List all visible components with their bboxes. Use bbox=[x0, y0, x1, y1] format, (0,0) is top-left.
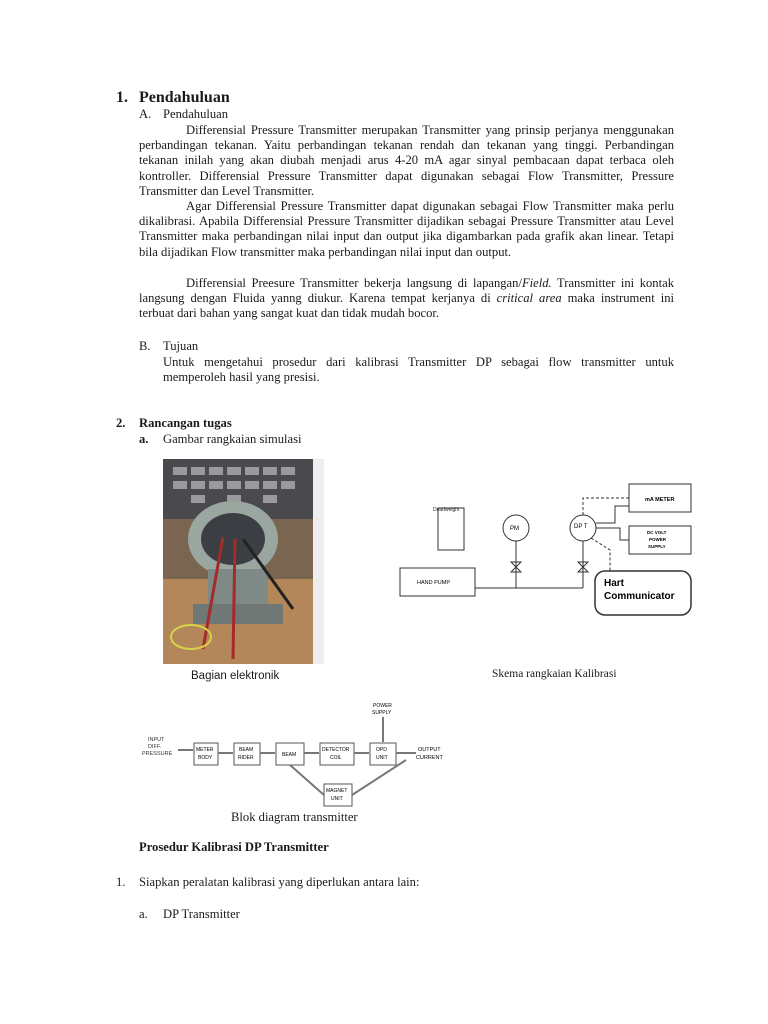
step-1-number: 1. bbox=[116, 875, 126, 889]
input-label-1: INPUT bbox=[148, 737, 165, 743]
beam-rider-label-2: RIDER bbox=[238, 755, 254, 761]
block-diagram bbox=[138, 698, 458, 808]
photo-caption: Bagian elektronik bbox=[191, 670, 280, 682]
section-2-sub-a-label: a. bbox=[139, 432, 149, 446]
subsection-a-title: Pendahuluan bbox=[163, 107, 229, 121]
power-supply-label-1: POWER bbox=[373, 703, 392, 709]
calibration-schema bbox=[395, 478, 705, 618]
para3-text-b: Transmitter ini kontak langsung dengan Fluida yanng diukur. Karena tempat kerjanya di bbox=[139, 276, 674, 306]
block-diagram-caption: Blok diagram transmitter bbox=[231, 810, 358, 824]
detector-label-1: DETECTOR bbox=[322, 747, 350, 753]
section-2-title: Rancangan tugas bbox=[139, 416, 232, 430]
beam-label: BEAM bbox=[282, 752, 297, 758]
magnet-label-1: MAGNET bbox=[326, 788, 348, 794]
tujuan-paragraph: Untuk mengetahui prosedur dari kalibrasi Transmitter DP sebagai flow transmitter untuk memperoleh hasil yang presisi. bbox=[163, 355, 674, 385]
intro-paragraph-1: Differensial Pressure Transmitter merupakan Transmitter yang prinsip perjanya menggunakan perbandingan tekanan. Yaitu perbandingan tekanan rendah dan tekanan yang tinggi. Perbandingan tekanan inilah yang akan diubah menjadi arus 4-20 mA agar sinyal pembacaan dapat terbaca oleh kontroller. Differensial Pressure Transmitter dapat digunakan sebagai Flow Transmitter, Pressure Transmitter dan Level Transmitter. bbox=[139, 123, 674, 198]
detector-label-2: COIL bbox=[330, 755, 342, 761]
item-a-text: DP Transmitter bbox=[163, 907, 240, 921]
ma-meter-label: mA METER bbox=[645, 497, 675, 503]
section-1-number: 1. bbox=[116, 89, 128, 106]
dc-label-2: POWER bbox=[649, 537, 667, 542]
dc-label-1: DC VOLT bbox=[647, 530, 667, 535]
dpt-label: DP T bbox=[574, 524, 588, 530]
opd-unit-label-1: OPD bbox=[376, 747, 387, 753]
para3-text-a: Differensial Preesure Transmitter bekerja langsung di lapangan/ bbox=[186, 276, 522, 290]
section-1-title: Pendahuluan bbox=[139, 89, 230, 106]
subsection-a-label: A. bbox=[139, 107, 152, 121]
power-supply-label-2: SUPPLY bbox=[372, 710, 392, 716]
transmitter-photo bbox=[163, 459, 324, 664]
opd-unit-label-2: UNIT bbox=[376, 755, 388, 761]
input-label-3: PRESSURE bbox=[142, 751, 173, 757]
para3-field: Field. bbox=[521, 276, 552, 290]
item-a-label: a. bbox=[139, 907, 148, 921]
para3-text-c: maka instrument ini terbuat dari bahan yang sangat kuat dan tidak mudah bocor. bbox=[139, 291, 674, 321]
prosedur-title: Prosedur Kalibrasi DP Transmitter bbox=[139, 840, 329, 854]
deadweight-label: Deadweight bbox=[433, 507, 460, 513]
beam-rider-label-1: BEAM bbox=[239, 747, 254, 753]
hand-pump-label: HAND PUMP bbox=[417, 580, 451, 586]
step-1-text: Siapkan peralatan kalibrasi yang diperlukan antara lain: bbox=[139, 875, 420, 889]
meter-body-label-2: BODY bbox=[198, 755, 213, 761]
input-label-2: DIFF. bbox=[148, 744, 162, 750]
pm-label: PM bbox=[510, 526, 519, 532]
section-2-sub-a-title: Gambar rangkaian simulasi bbox=[163, 432, 302, 446]
hart-label-1: Hart bbox=[604, 578, 625, 589]
meter-body-label-1: METER bbox=[196, 747, 214, 753]
magnet-label-2: UNIT bbox=[331, 796, 343, 802]
dc-label-3: SUPPLY bbox=[648, 544, 666, 549]
para3-critical-area: critical area bbox=[496, 291, 562, 306]
intro-paragraph-2: Agar Differensial Pressure Transmitter dapat digunakan sebagai Flow Transmitter maka perlu dikalibrasi. Apabila Differensial Pressure Transmitter dijadikan sebagai Pressure Transmitter atau Level Transmitter maka perbandingan nilai input dan output jika digambarkan pada grafik akan linear. Tetapi bila dijadikan Flow transmitter maka perbandingan nilai input dan output. bbox=[139, 199, 674, 259]
output-label-2: CURRENT bbox=[416, 755, 443, 761]
section-2-number: 2. bbox=[116, 416, 126, 430]
schema-caption: Skema rangkaian Kalibrasi bbox=[492, 668, 617, 680]
deadweight-box bbox=[438, 508, 464, 550]
hart-label-2: Communicator bbox=[604, 591, 675, 602]
subsection-b-label: B. bbox=[139, 339, 151, 353]
intro-paragraph-3 bbox=[139, 276, 674, 322]
output-label-1: OUTPUT bbox=[418, 747, 441, 753]
subsection-b-title: Tujuan bbox=[163, 339, 199, 353]
transmitter-photo-drawing bbox=[163, 459, 324, 664]
